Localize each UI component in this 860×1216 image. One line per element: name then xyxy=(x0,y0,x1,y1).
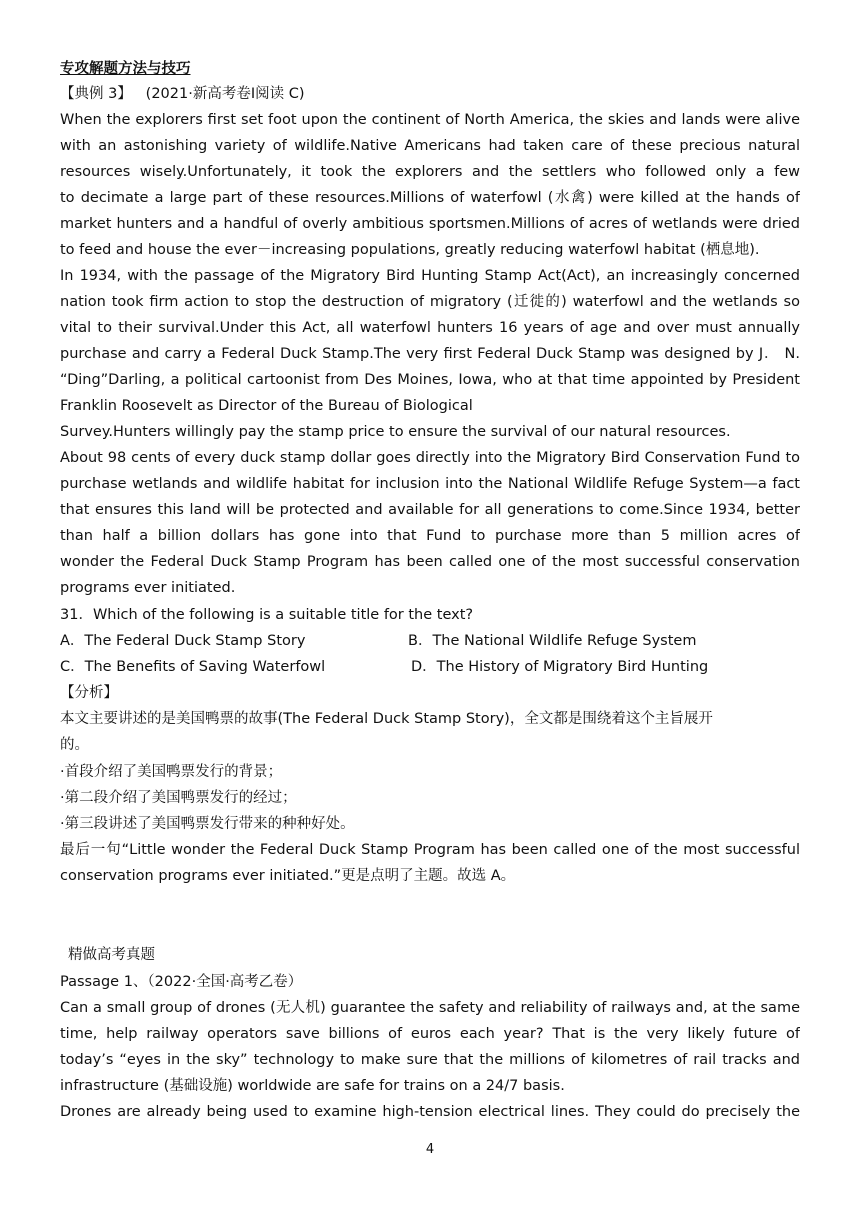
option-b: B．The National Wildlife Refuge System xyxy=(408,633,697,649)
analysis-line: 最后一句“Little wonder the Federal Duck Stamp Program has been called one of the most successful xyxy=(60,842,800,858)
section-title: 专攻解题方法与技巧 xyxy=(60,61,191,77)
passage-line: vital to their survival.Under this Act, all waterfowl hunters 16 years of age and over must annually xyxy=(60,320,800,336)
passage-line: wonder the Federal Duck Stamp Program has been called one of the most successful conservation xyxy=(60,554,800,570)
passage-line: that ensures this land will be protected and available for all generations to come.Since 1934, better xyxy=(60,502,800,518)
example-label: 【典例 3】 xyxy=(60,86,132,102)
passage-line: purchase wetlands and wildlife habitat for inclusion into the National Wildlife Refuge System—a fact xyxy=(60,476,800,492)
option-d: D．The History of Migratory Bird Hunting xyxy=(411,659,709,675)
practice-title: 精做高考真题 xyxy=(68,947,155,963)
passage-line: market hunters and a handful of overly ambitious sportsmen.Millions of acres of wetlands were dried xyxy=(60,216,800,232)
passage-line: to decimate a large part of these resources.Millions of waterfowl (水禽) were killed at the hands of xyxy=(60,190,800,206)
option-a: A．The Federal Duck Stamp Story xyxy=(60,633,306,649)
analysis-line: conservation programs ever initiated.”更是点明了主题。故选 A。 xyxy=(60,868,516,884)
passage-line: About 98 cents of every duck stamp dollar goes directly into the Migratory Bird Conservation Fund to xyxy=(60,450,800,466)
analysis-line: 的。 xyxy=(60,737,89,753)
passage-line: than half a billion dollars has gone into that Fund to purchase more than 5 million acres of xyxy=(60,528,800,544)
passage1-line: infrastructure (基础设施) worldwide are safe for trains on a 24/7 basis. xyxy=(60,1078,565,1094)
example-source: (2021·新高考卷Ⅰ阅读 C) xyxy=(145,86,305,102)
passage-line: “Ding”Darling, a political cartoonist from Des Moines, Iowa, who at that time appointed by President xyxy=(60,372,800,388)
passage1-line: Drones are already being used to examine high-tension electrical lines. They could do precisely the xyxy=(60,1104,800,1120)
passage1-label: Passage 1、（2022·全国·高考乙卷） xyxy=(60,974,303,990)
analysis-label: 【分析】 xyxy=(60,685,118,701)
passage-line: programs ever initiated. xyxy=(60,580,236,596)
analysis-line: ·首段介绍了美国鸭票发行的背景； xyxy=(60,764,283,780)
option-c: C．The Benefits of Saving Waterfowl xyxy=(60,659,326,675)
analysis-line: ·第二段介绍了美国鸭票发行的经过； xyxy=(60,790,297,806)
passage-line: nation took firm action to stop the destruction of migratory (迁徙的) waterfowl and the wetlands so xyxy=(60,294,800,310)
analysis-line: 本文主要讲述的是美国鸭票的故事(The Federal Duck Stamp Story)，全文都是围绕着这个主旨展开 xyxy=(60,711,713,727)
passage1-line: time, help railway operators save billions of euros each year? That is the very likely future of xyxy=(60,1026,800,1042)
question-31: 31．Which of the following is a suitable title for the text? xyxy=(60,607,474,623)
passage-line: resources wisely.Unfortunately, it took the explorers and the settlers who followed only a few xyxy=(60,164,800,180)
passage-line: When the explorers first set foot upon the continent of North America, the skies and lands were alive xyxy=(60,112,800,128)
passage-line: Survey.Hunters willingly pay the stamp price to ensure the survival of our natural resources. xyxy=(60,424,731,440)
passage1-line: today’s “eyes in the sky” technology to make sure that the millions of kilometres of rail tracks and xyxy=(60,1052,800,1068)
passage1-line: Can a small group of drones (无人机) guarantee the safety and reliability of railways and, at the same xyxy=(60,1000,800,1016)
example-heading xyxy=(60,84,800,104)
passage-line: purchase and carry a Federal Duck Stamp.The very first Federal Duck Stamp was designed by J． N. xyxy=(60,346,800,362)
page-number: 4 xyxy=(425,1142,435,1157)
passage-line: with an astonishing variety of wildlife.Native Americans had taken care of these precious natural xyxy=(60,138,800,154)
passage-line: to feed and house the ever－increasing populations, greatly reducing waterfowl habitat (栖息地). xyxy=(60,242,760,258)
passage-line: Franklin Roosevelt as Director of the Bureau of Biological xyxy=(60,398,473,414)
analysis-line: ·第三段讲述了美国鸭票发行带来的种种好处。 xyxy=(60,816,355,832)
passage-line: In 1934, with the passage of the Migratory Bird Hunting Stamp Act(Act), an increasingly concerned xyxy=(60,268,800,284)
